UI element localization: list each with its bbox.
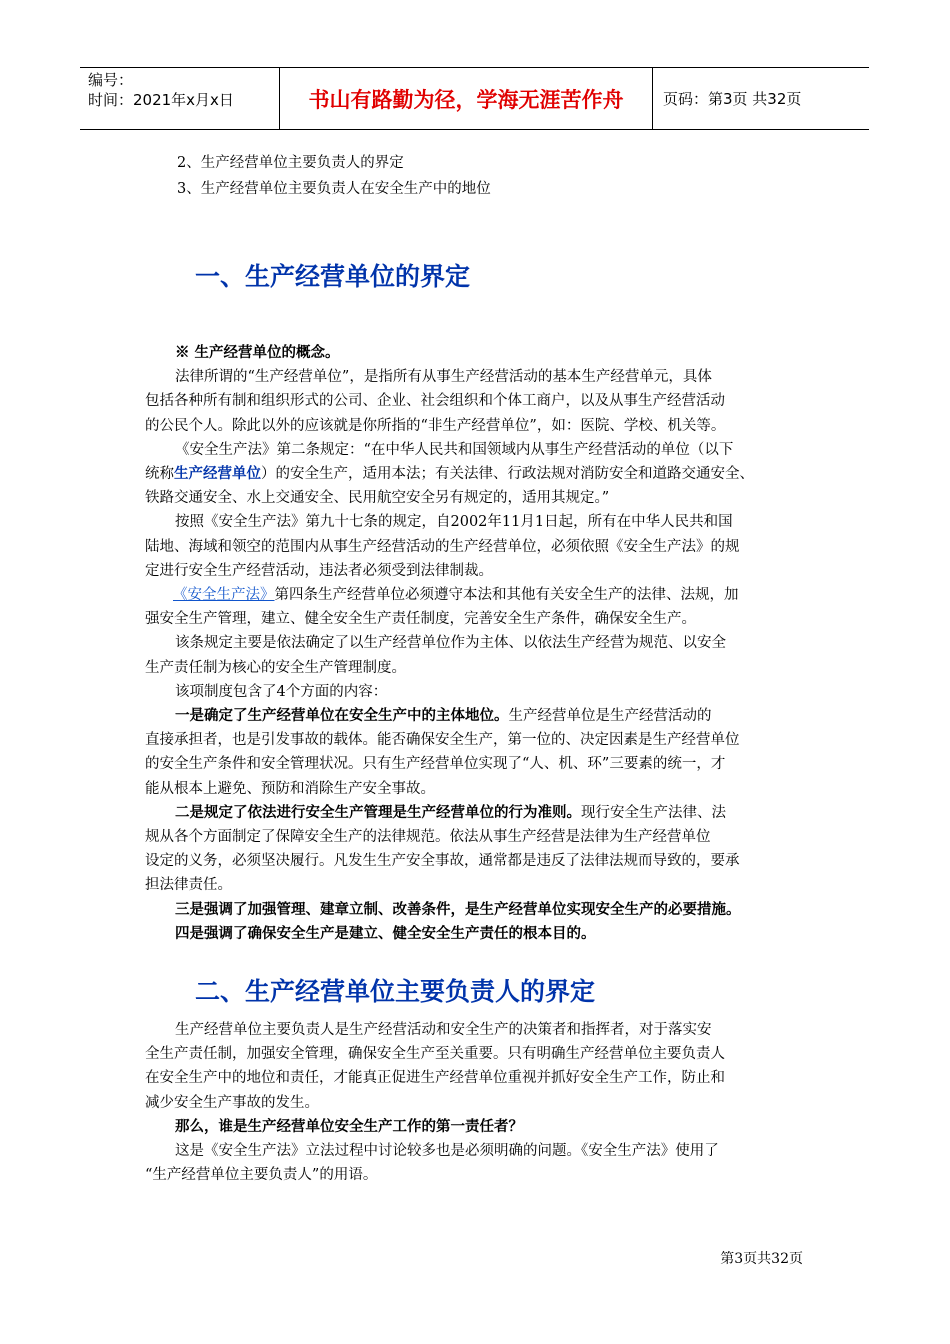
- paragraph-line: [145, 704, 810, 728]
- paragraph-line: 能从根本上避免、预防和消除生产安全事故。: [145, 780, 435, 797]
- header-motto: 书山有路勤为径，学海无涯苦作舟: [280, 68, 653, 129]
- paragraph-line: [145, 462, 810, 486]
- law-link[interactable]: 《安全生产法》: [173, 587, 275, 604]
- paragraph-line: 的安全生产条件和安全管理状况。只有生产经营单位实现了“人、机、环”三要素的统一，才: [145, 756, 726, 773]
- paragraph-line: 在安全生产中的地位和责任，才能真正促进生产经营单位重视并抓好安全生产工作，防止和: [145, 1070, 725, 1087]
- paragraph-line: 强安全生产管理，建立、健全安全生产责任制度，完善安全生产条件，确保安全生产。: [145, 611, 696, 628]
- page-header: [80, 67, 869, 130]
- paragraph-line: 《安全生产法》第二条规定：“在中华人民共和国领域内从事生产经营活动的单位（以下: [175, 441, 734, 458]
- paragraph-line: 法律所谓的“生产经营单位”，是指所有从事生产经营活动的基本生产经营单元，具体: [175, 369, 712, 386]
- paragraph-line: 生产责任制为核心的安全生产管理制度。: [145, 659, 406, 676]
- paragraph-line: “生产经营单位主要负责人”的用语。: [145, 1167, 378, 1184]
- question-heading: 那么，谁是生产经营单位安全生产工作的第一责任者？: [175, 1117, 523, 1135]
- paragraph-line: 生产经营单位主要负责人是生产经营活动和安全生产的决策者和指挥者，对于落实安: [175, 1022, 712, 1039]
- section-1-title: 一、生产经营单位的界定: [195, 262, 471, 291]
- paragraph-line: 规从各个方面制定了保障安全生产的法律规范。依法从事生产经营是法律为生产经营单位: [145, 829, 711, 846]
- paragraph-line: 担法律责任。: [145, 877, 232, 894]
- text-span: 现行安全生产法律、法: [581, 804, 726, 821]
- text-span: 生产经营单位是生产经营活动的: [508, 708, 712, 725]
- text-span: ）的安全生产，适用本法；有关法律、行政法规对消防安全和道路交通安全、: [261, 466, 754, 483]
- concept-heading: ※ 生产经营单位的概念。: [175, 344, 340, 361]
- page-footer: 第3页共32页: [720, 1251, 803, 1267]
- bold-point: 二是规定了依法进行安全生产管理是生产经营单位的行为准则。: [175, 803, 581, 821]
- paragraph-line: 的公民个人。除此以外的应该就是你所指的“非生产经营单位”，如：医院、学校、机关等。: [145, 417, 726, 434]
- paragraph-line: [145, 583, 810, 607]
- toc-item: 2、生产经营单位主要负责人的界定: [177, 155, 404, 171]
- paragraph-line: 陆地、海域和领空的范围内从事生产经营活动的生产经营单位，必须依照《安全生产法》的规: [145, 538, 740, 555]
- paragraph-line: 全生产责任制，加强安全管理，确保安全生产至关重要。只有明确生产经营单位主要负责人: [145, 1046, 725, 1063]
- document-body: [145, 150, 810, 1188]
- bold-point: 一是确定了生产经营单位在安全生产中的主体地位。: [175, 707, 509, 725]
- paragraph-line: 定进行安全生产经营活动，违法者必须受到法律制裁。: [145, 562, 493, 579]
- highlighted-term: 生产经营单位: [174, 465, 261, 483]
- header-page-label: 页码：第3页 共32页: [663, 90, 802, 108]
- header-meta: [80, 68, 280, 129]
- paragraph-line: 该条规定主要是依法确定了以生产经营单位作为主体、以依法生产经营为规范、以安全: [175, 635, 726, 652]
- paragraph-line: 铁路交通安全、水上交通安全、民用航空安全另有规定的，适用其规定。”: [145, 490, 610, 507]
- paragraph-line: [145, 801, 810, 825]
- paragraph-line: 这是《安全生产法》立法过程中讨论较多也是必须明确的问题。《安全生产法》使用了: [175, 1143, 719, 1160]
- text-span: 第四条生产经营单位必须遵守本法和其他有关安全生产的法律、法规，加: [274, 587, 739, 604]
- paragraph-line: 设定的义务，必须坚决履行。凡发生生产安全事故，通常都是违反了法律法规而导致的，要承: [145, 853, 740, 870]
- bold-point: 四是强调了确保安全生产是建立、健全安全生产责任的根本目的。: [175, 924, 596, 942]
- paragraph-line: 减少安全生产事故的发生。: [145, 1094, 319, 1111]
- paragraph-line: 直接承担者，也是引发事故的载体。能否确保安全生产，第一位的、决定因素是生产经营单位: [145, 732, 740, 749]
- text-span: 统称: [145, 466, 174, 483]
- toc-item: 3、生产经营单位主要负责人在安全生产中的地位: [177, 181, 491, 197]
- paragraph-line: 按照《安全生产法》第九十七条的规定，自2002年11月1日起，所有在中华人民共和国: [175, 514, 733, 531]
- paragraph-line: 包括各种所有制和组织形式的公司、企业、社会组织和个体工商户，以及从事生产经营活动: [145, 393, 725, 410]
- bold-point: 三是强调了加强管理、建章立制、改善条件，是生产经营单位实现安全生产的必要措施。: [175, 900, 741, 918]
- date-label: 时间：2021年x月x日: [88, 91, 234, 109]
- paragraph-line: 该项制度包含了4个方面的内容：: [175, 683, 388, 700]
- number-label: 编号：: [88, 71, 134, 89]
- section-2-title: 二、生产经营单位主要负责人的界定: [195, 977, 596, 1007]
